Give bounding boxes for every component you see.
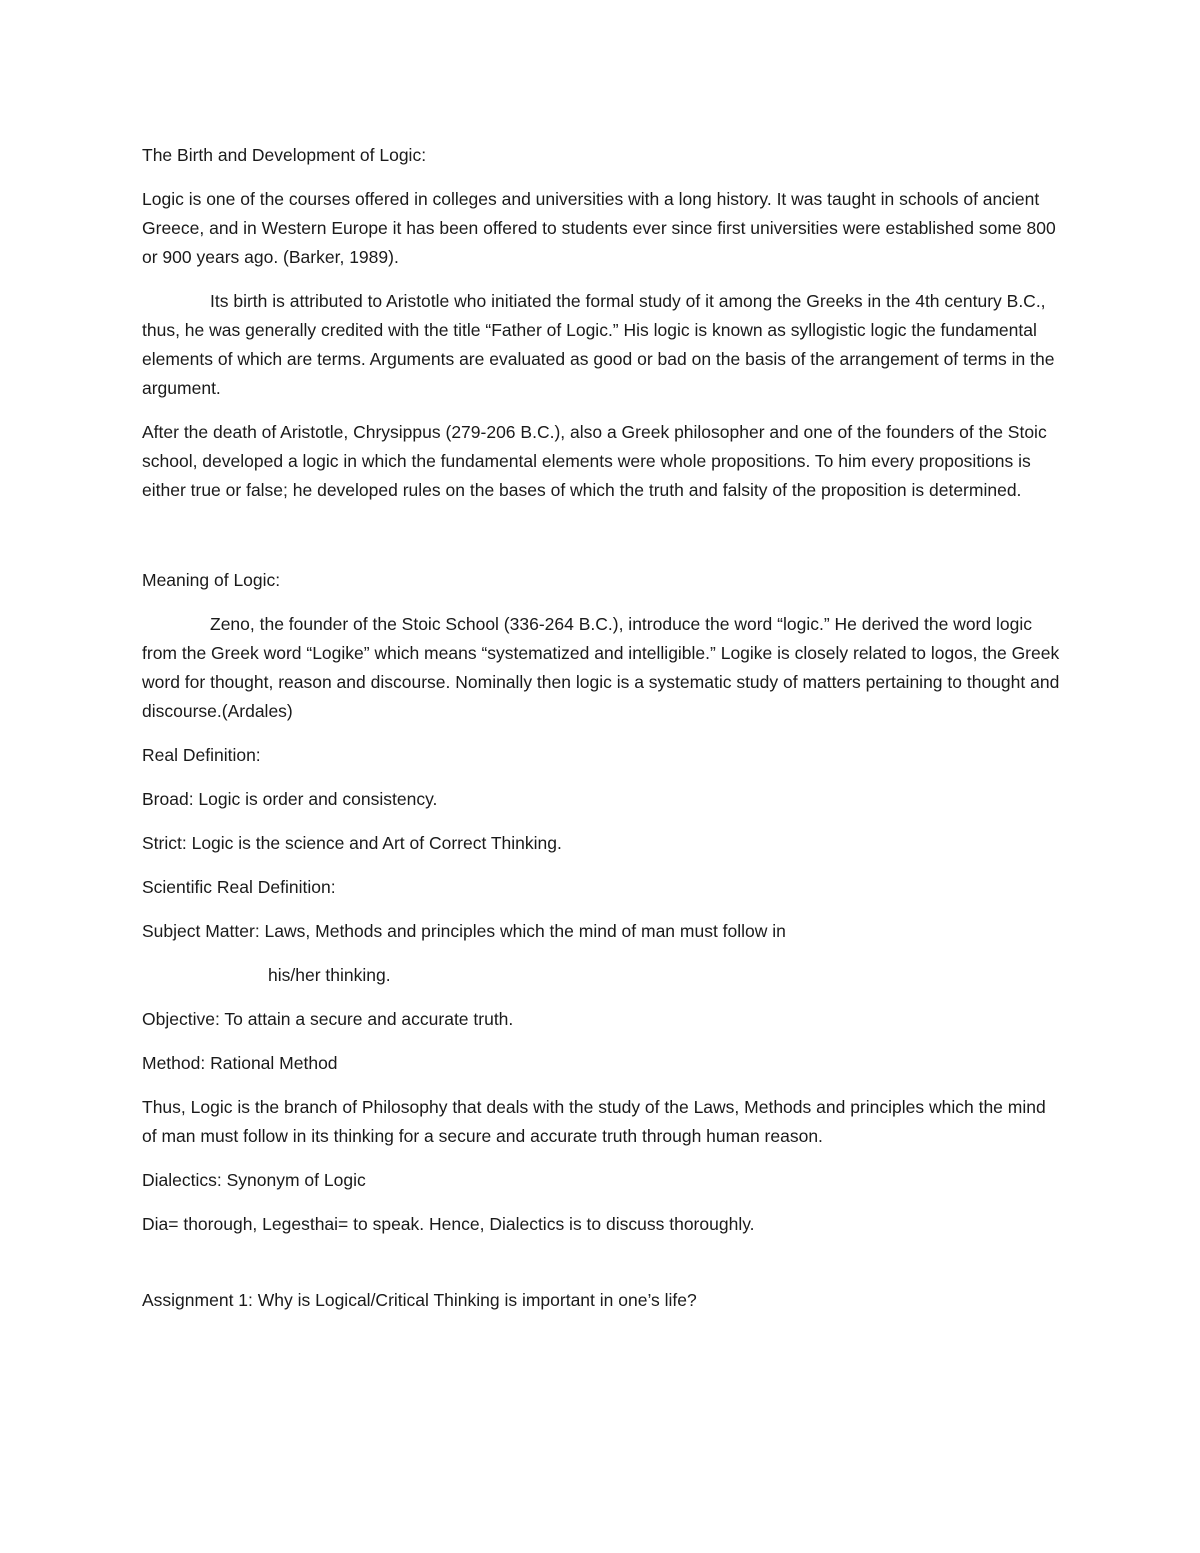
paragraph-thus: Thus, Logic is the branch of Philosophy that deals with the study of the Laws, Methods and principles which the mind of man must follow in its thinking for a secure and accurate truth through human reason. bbox=[142, 1097, 1046, 1146]
paragraph-logic-history: Logic is one of the courses offered in colleges and universities with a long history. It was taught in schools of ancient Greece, and in Western Europe it has been offered to students ever since first universities were established some 800 or 900 years ago. (Barker, 1989). bbox=[142, 189, 1056, 267]
strict-definition: Strict: Logic is the science and Art of Correct Thinking. bbox=[142, 833, 562, 853]
real-definition-heading: Real Definition: bbox=[142, 745, 261, 765]
dialectics-etymology: Dia= thorough, Legesthai= to speak. Hence, Dialectics is to discuss thoroughly. bbox=[142, 1214, 755, 1234]
subject-matter: Subject Matter: Laws, Methods and principles which the mind of man must follow in bbox=[142, 921, 786, 941]
section-heading-birth: The Birth and Development of Logic: bbox=[142, 145, 427, 165]
paragraph-chrysippus: After the death of Aristotle, Chrysippus (279-206 B.C.), also a Greek philosopher and one of the founders of the Stoic school, developed a logic in which the fundamental elements were whole propositions. To him every propositions is either true or false; he developed rules on the bases of which the truth and falsity of the proposition is determined. bbox=[142, 422, 1047, 500]
objective: Objective: To attain a secure and accurate truth. bbox=[142, 1009, 514, 1029]
paragraph-zeno: Zeno, the founder of the Stoic School (336-264 B.C.), introduce the word “logic.” He derived the word logic from the Greek word “Logike” which means “systematized and intelligible.” Logike is closely related to logos, the Greek word for thought, reason and discourse. Nominally then logic is a systematic study of matters pertaining to thought and discourse.(Ardales) bbox=[142, 614, 1060, 721]
section-heading-meaning: Meaning of Logic: bbox=[142, 570, 281, 590]
dialectics-synonym: Dialectics: Synonym of Logic bbox=[142, 1170, 366, 1190]
scientific-definition-heading: Scientific Real Definition: bbox=[142, 877, 336, 897]
subject-matter-continuation: his/her thinking. bbox=[268, 965, 391, 985]
method: Method: Rational Method bbox=[142, 1053, 338, 1073]
broad-definition: Broad: Logic is order and consistency. bbox=[142, 789, 438, 809]
paragraph-aristotle: Its birth is attributed to Aristotle who initiated the formal study of it among the Greeks in the 4th century B.C., thus, he was generally credited with the title “Father of Logic.” His logic is known as syllogistic logic the fundamental elements of which are terms. Arguments are evaluated as good or bad on the basis of the arrangement of terms in the argument. bbox=[142, 291, 1055, 398]
assignment-question: Assignment 1: Why is Logical/Critical Thinking is important in one’s life? bbox=[142, 1290, 697, 1310]
document-body bbox=[142, 141, 1062, 1315]
